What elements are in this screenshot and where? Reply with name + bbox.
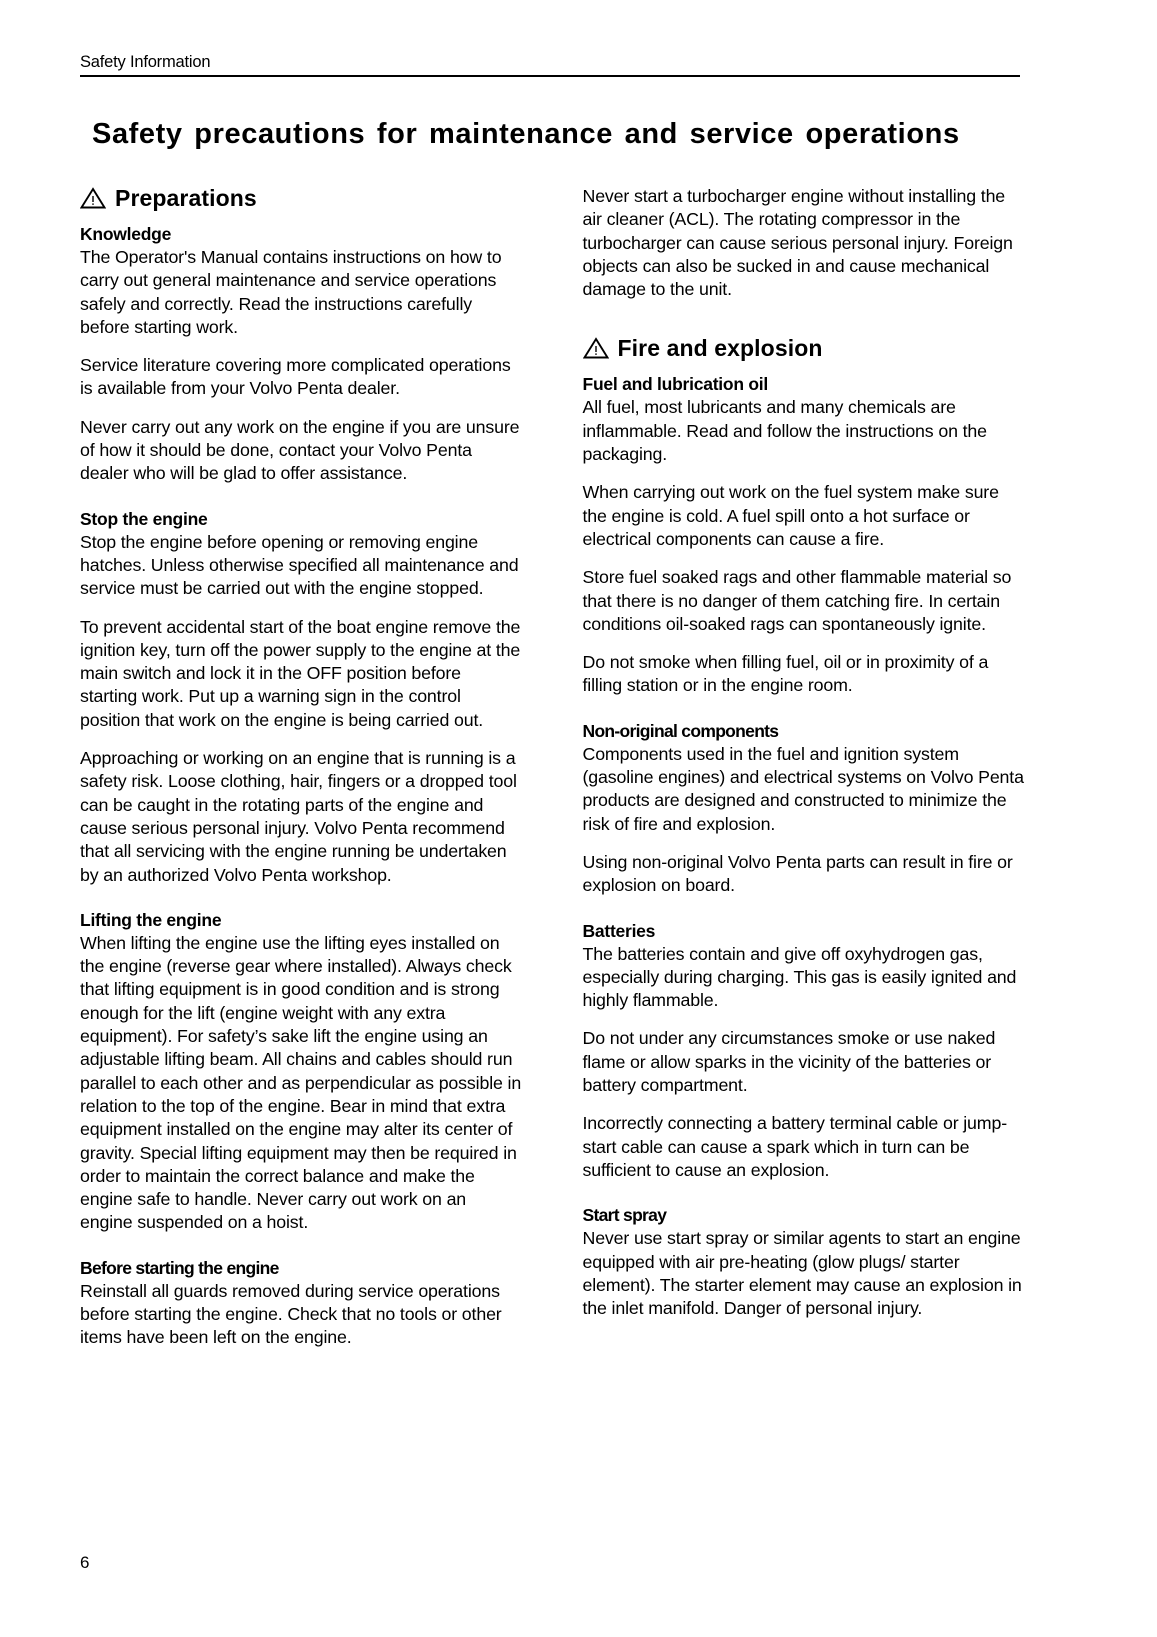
section-heading-label: Fire and explosion [617,335,823,362]
paragraph: Do not smoke when filling fuel, oil or in proximity of a filling station or in the engine room. [582,652,989,696]
section-heading-fire-and-explosion [583,335,1026,361]
subsection-heading-fuel-and-lubrication-oil: Fuel and lubrication oil [582,374,769,395]
subsection-heading-knowledge: Knowledge [80,224,172,244]
paragraph: Do not under any circumstances smoke or use naked flame or allow sparks in the vicinity of the batteries or battery compartment. [582,1028,996,1096]
paragraph: Using non-original Volvo Penta parts can result in fire or explosion on board. [582,851,1013,896]
warning-triangle-icon [80,187,106,209]
section-heading-label: Preparations [115,185,257,211]
paragraph: Components used in the fuel and ignition system (gasoline engines) and electrical systems on Volvo Penta products are designed and constructed to minimize the risk of fire and explosion. [582,743,1024,834]
paragraph: The Operator's Manual contains instructions on how to carry out general maintenance and service operations safely and correctly. Read the instructions carefully before starting work. [80,247,502,337]
running-header-title: Safety Information [80,53,211,71]
paragraph: Stop the engine before opening or removing engine hatches. Unless otherwise specified all maintenance and service must be carried out with the engine stopped. [80,531,519,599]
paragraph-lead: Never start a turbocharger engine without installing the air cleaner (ACL). The rotating compressor in the turbocharger can cause serious personal injury. Foreign objects can also be sucked in and cause mechanical damage to the unit. [582,186,1013,300]
paragraph: Approaching or working on an engine that is running is a safety risk. Loose clothing, hair, fingers or a dropped tool can be caught in the rotating parts of the engine and cause serious personal injury. Volvo Penta recommend that all servicing with the engine running be undertaken by an authorized Volvo Penta workshop. [80,748,517,885]
paragraph: Never carry out any work on the engine if you are unsure of how it should be done, contact your Volvo Penta dealer who will be glad to offer assistance. [80,416,520,484]
warning-triangle-icon [583,337,609,359]
section-heading-preparations [80,185,523,211]
paragraph: The batteries contain and give off oxyhydrogen gas, especially during charging. This gas is easily ignited and highly flammable. [582,943,1017,1011]
paragraph: Reinstall all guards removed during service operations before starting the engine. Check that no tools or other items have been left on the engine. [80,1280,502,1348]
subsection-heading-start-spray: Start spray [582,1205,667,1226]
page-number: 6 [80,1553,90,1572]
subsection-heading-stop-the-engine: Stop the engine [80,508,208,529]
subsection-heading-before-starting-the-engine: Before starting the engine [80,1257,279,1278]
paragraph: Never use start spray or similar agents to start an engine equipped with air pre-heating (glow plugs/ starter element). The starter element may cause an explosion in the inlet manifold. Danger of personal injury. [582,1228,1022,1319]
header-divider [80,75,1020,77]
paragraph: Incorrectly connecting a battery terminal cable or jump-start cable can cause a spark which in turn can be sufficient to cause an explosion. [582,1113,1007,1180]
page-title: Safety precautions for maintenance and service operations [92,118,960,151]
page-header [80,52,1020,77]
paragraph: To prevent accidental start of the boat engine remove the ignition key, turn off the power supply to the engine at the main switch and lock it in the OFF position before starting work. Put up a warning sign in the control position that work on the engine is being carried out. [80,616,521,730]
paragraph: When lifting the engine use the lifting eyes installed on the engine (reverse gear where installed). Always check that lifting equipment is in good condition and is strong enough for the lift (engine weight with any extra equipment). For safety’s sake lift the engine using an adjustable lifting beam. All chains and cables should run parallel to each other and as perpendicular as possible in relation to the top of the engine. Bear in mind that extra equipment installed on the engine may alter its center of gravity. Special lifting equipment may then be required in order to maintain the correct balance and make the engine safe to handle. Never carry out work on an engine suspended on a hoist. [80,932,522,1233]
paragraph: All fuel, most lubricants and many chemicals are inflammable. Read and follow the instructions on the packaging. [582,397,987,465]
paragraph: Service literature covering more complicated operations is available from your Volvo Penta dealer. [80,355,511,399]
left-column [80,185,523,1350]
paragraph: Store fuel soaked rags and other flammable material so that there is no danger of them catching fire. In certain conditions oil-soaked rags can spontaneously ignite. [582,567,1012,634]
paragraph: When carrying out work on the fuel system make sure the engine is cold. A fuel spill onto a hot surface or electrical components can cause a fire. [582,482,999,549]
subsection-heading-non-original-components: Non-original components [582,720,779,741]
subsection-heading-batteries: Batteries [582,920,656,941]
right-column [583,185,1026,1350]
subsection-heading-lifting-the-engine: Lifting the engine [80,909,222,930]
body-columns [80,185,1025,1350]
